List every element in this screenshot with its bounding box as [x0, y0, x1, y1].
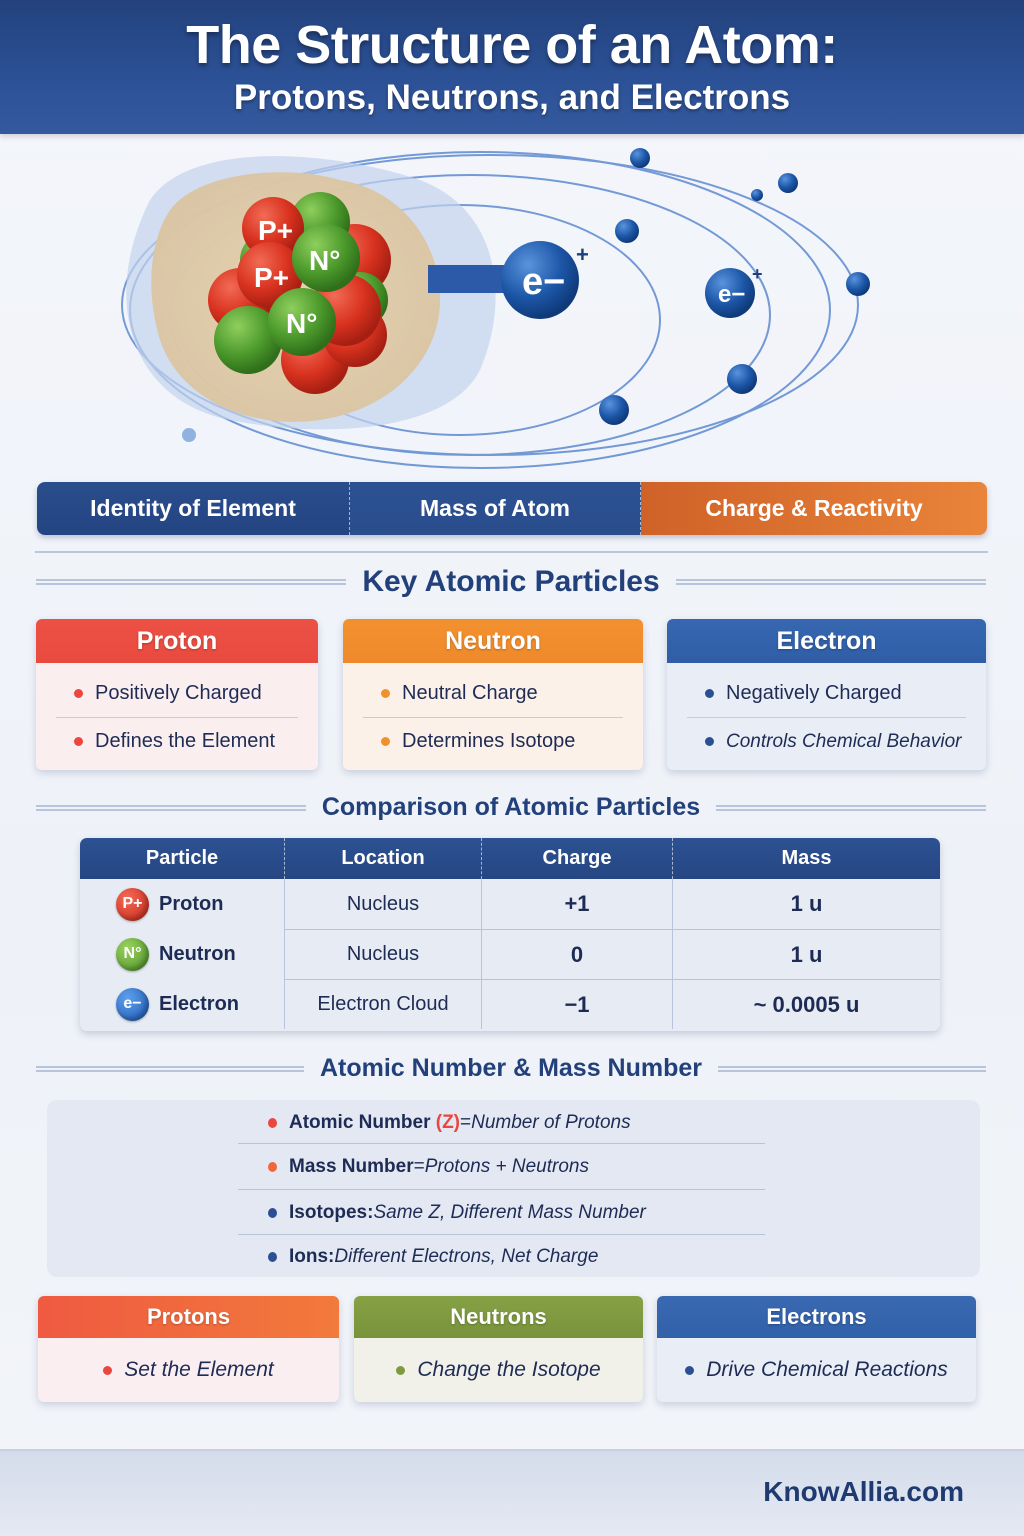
card-proton [36, 619, 318, 770]
header [0, 0, 1024, 134]
divider [35, 551, 988, 553]
table-row: e− Electron Electron Cloud −1 ~ 0.0005 u [80, 979, 940, 1029]
bullet-icon [268, 1252, 277, 1262]
divider [718, 1066, 986, 1072]
column-header: Particle [145, 847, 219, 869]
bullet-icon [268, 1208, 277, 1218]
bullet-icon [268, 1118, 277, 1128]
section-heading: Comparison of Atomic Particles [321, 793, 701, 821]
section-numbers [36, 1054, 986, 1083]
list-item: Determines Isotope [363, 717, 623, 765]
proton-icon: P+ [116, 888, 149, 921]
topic-tabs [37, 482, 987, 535]
card-text: Drive Chemical Reactions [657, 1338, 976, 1402]
divider [36, 579, 346, 585]
summary-card-neutrons [354, 1296, 643, 1402]
list-item: Positively Charged [56, 669, 298, 717]
card-text: Set the Element [38, 1338, 339, 1402]
card-title: Neutron [343, 619, 643, 663]
card-title: Electron [667, 619, 986, 663]
fact-isotopes: Isotopes: Same Z, Different Mass Number [238, 1190, 765, 1235]
divider [716, 805, 986, 811]
comparison-table [80, 838, 940, 1031]
electron-icon: e− [116, 988, 149, 1021]
column-header: Mass [672, 838, 940, 879]
divider [36, 805, 306, 811]
facts-panel [47, 1100, 980, 1277]
divider [676, 579, 986, 585]
section-comparison [36, 793, 986, 822]
bullet-icon [705, 737, 714, 746]
bullet-icon [381, 737, 390, 746]
svg-text:+: + [752, 264, 763, 284]
card-title: Electrons [657, 1296, 976, 1338]
section-key-particles [36, 565, 986, 599]
section-heading: Key Atomic Particles [362, 565, 660, 598]
tab-mass-of-atom[interactable]: Mass of Atom [350, 482, 641, 535]
tab-identity-of-element[interactable]: Identity of Element [37, 482, 350, 535]
table-header [80, 838, 940, 879]
electron-medium [705, 264, 763, 318]
svg-text:e−: e− [522, 261, 566, 303]
svg-text:N°: N° [309, 245, 341, 276]
list-item: Negatively Charged [687, 669, 966, 717]
list-item: Defines the Element [56, 717, 298, 765]
summary-card-electrons [657, 1296, 976, 1402]
card-title: Protons [38, 1296, 339, 1338]
column-header: Charge [481, 838, 672, 879]
table-row: N° Neutron Nucleus 0 1 u [80, 929, 940, 979]
bullet-icon [705, 689, 714, 698]
tab-charge-reactivity[interactable]: Charge & Reactivity [641, 482, 987, 535]
svg-text:P+: P+ [258, 215, 294, 246]
section-heading: Atomic Number & Mass Number [319, 1054, 703, 1082]
card-text: Change the Isotope [354, 1338, 643, 1402]
bullet-icon [396, 1366, 405, 1375]
summary-card-protons [38, 1296, 339, 1402]
divider [36, 1066, 304, 1072]
card-title: Proton [36, 619, 318, 663]
bullet-icon [268, 1162, 277, 1172]
bullet-icon [381, 689, 390, 698]
bullet-icon [74, 737, 83, 746]
brand-link[interactable]: KnowAllia.com [763, 1476, 964, 1507]
bullet-icon [685, 1366, 694, 1375]
footer [0, 1449, 1024, 1536]
bullet-icon [103, 1366, 112, 1375]
card-title: Neutrons [354, 1296, 643, 1338]
fact-ions: Ions: Different Electrons, Net Charge [238, 1234, 765, 1279]
fact-atomic-number: Atomic Number (Z) = Number of Protons [238, 1100, 765, 1145]
card-electron [667, 619, 986, 770]
page-title: The Structure of an Atom: [186, 15, 838, 75]
svg-text:P+: P+ [254, 262, 290, 293]
svg-text:e−: e− [718, 281, 746, 308]
page-subtitle: Protons, Neutrons, and Electrons [233, 78, 791, 117]
table-row: P+ Proton Nucleus +1 1 u [80, 879, 940, 929]
svg-text:N°: N° [286, 308, 318, 339]
column-header: Location [284, 838, 481, 879]
card-neutron [343, 619, 643, 770]
svg-text:+: + [576, 242, 589, 267]
bullet-icon [74, 689, 83, 698]
atom-illustration [0, 134, 1024, 479]
list-item: Controls Chemical Behavior [687, 717, 966, 765]
fact-mass-number: Mass Number = Protons + Neutrons [238, 1144, 765, 1189]
neutron-icon: N° [116, 938, 149, 971]
list-item: Neutral Charge [363, 669, 623, 717]
electron-large [501, 241, 589, 319]
